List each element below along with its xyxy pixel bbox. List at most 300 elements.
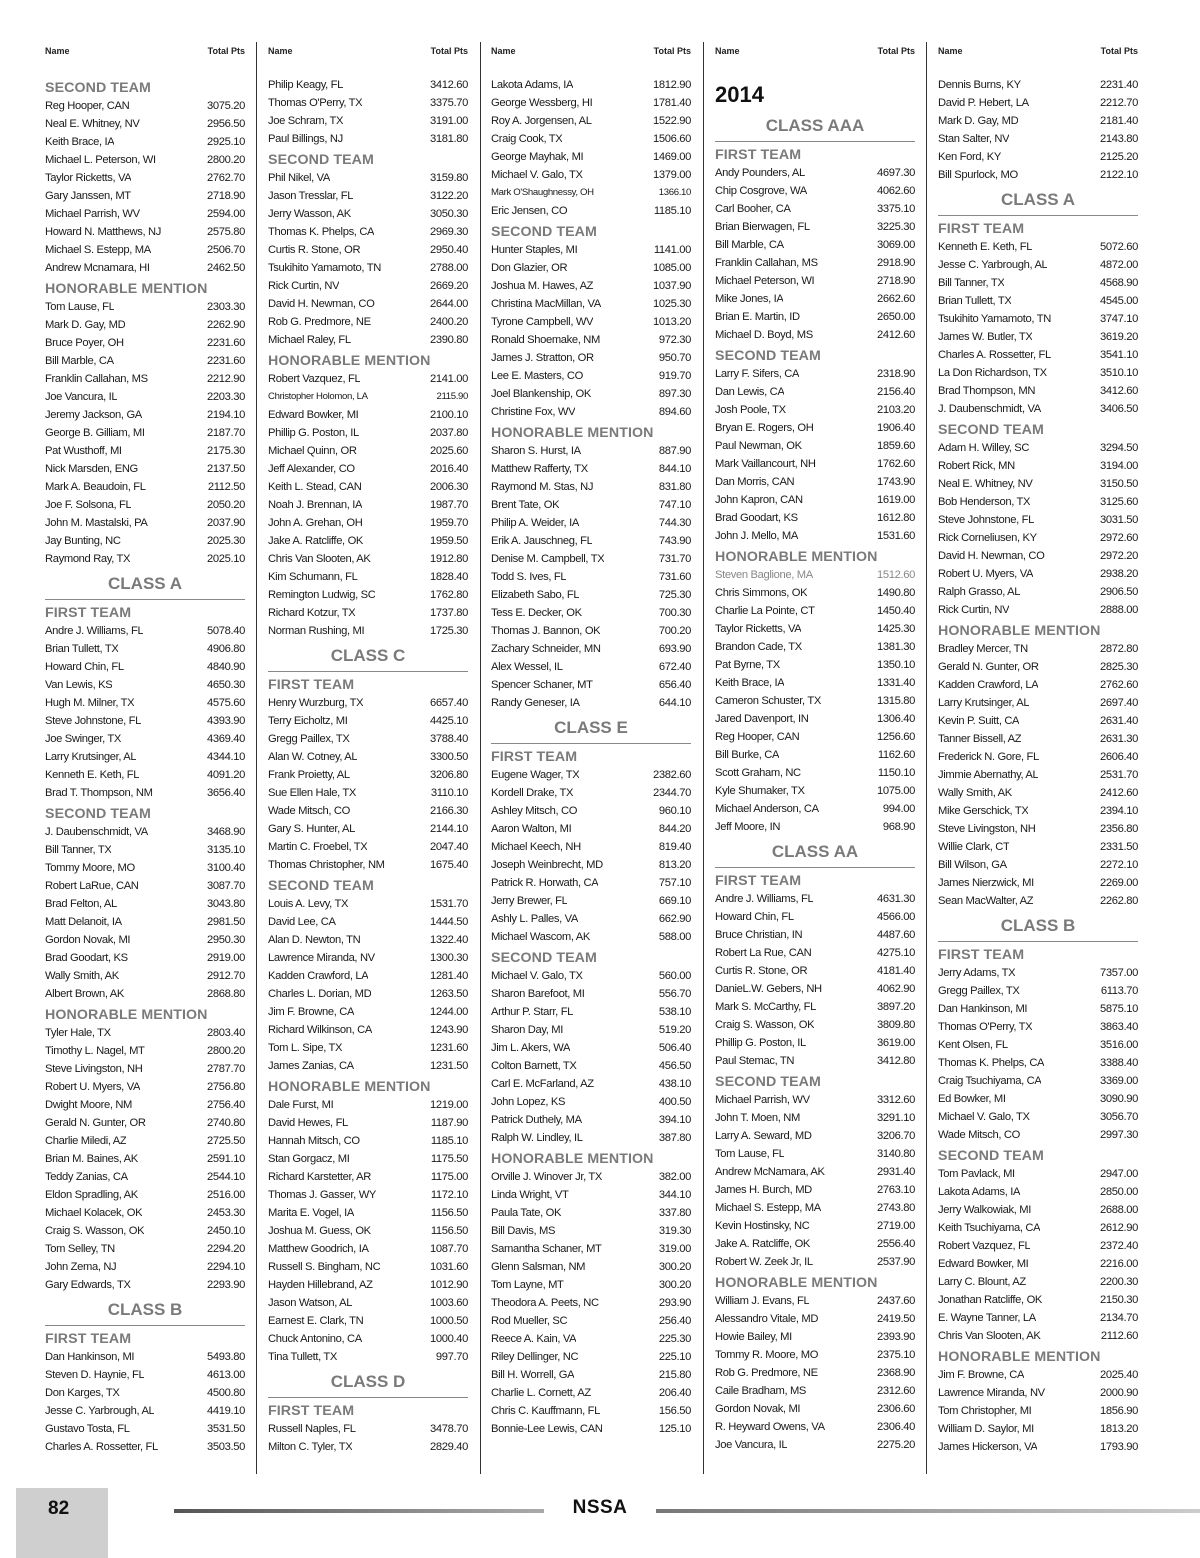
shooter-row [45, 859, 245, 877]
shooter-name: Cameron Schuster, TX [715, 695, 821, 707]
total-points: 700.20 [658, 625, 691, 637]
shooter-row [715, 164, 915, 182]
shooter-name: Earnest E. Clark, TN [268, 1315, 364, 1327]
shooter-name: Charles A. Rossetter, FL [45, 1441, 158, 1453]
shooter-row [45, 1204, 245, 1222]
shooter-row [45, 424, 245, 442]
shooter-name: James Zanias, CA [268, 1060, 354, 1072]
total-points: 1762.60 [877, 458, 915, 470]
shooter-row [268, 1420, 468, 1438]
total-points: 1444.50 [430, 916, 468, 928]
shooter-name: Spencer Schaner, MT [491, 679, 593, 691]
total-points: 125.10 [658, 1423, 691, 1435]
shooter-row [491, 460, 691, 478]
shooter-row [491, 1057, 691, 1075]
shooter-row [715, 1235, 915, 1253]
total-points: 2125.20 [1100, 151, 1138, 163]
shooter-row [491, 1330, 691, 1348]
shooter-row [268, 1330, 468, 1348]
shooter-row [938, 766, 1138, 784]
total-points: 3541.10 [1100, 349, 1138, 361]
shooter-row [938, 583, 1138, 601]
shooter-row [491, 202, 691, 220]
shooter-row [715, 764, 915, 782]
team-heading: SECOND TEAM [491, 950, 597, 966]
shooter-row [45, 205, 245, 223]
total-points: 4840.90 [207, 661, 245, 673]
shooter-row [938, 964, 1138, 982]
shooter-name: Rod Mueller, SC [491, 1315, 568, 1327]
shooter-row [715, 473, 915, 491]
shooter-name: Matt Delanoit, IA [45, 916, 122, 928]
shooter-row [491, 1039, 691, 1057]
total-points: 319.30 [658, 1225, 691, 1237]
total-points: 1781.40 [653, 97, 691, 109]
shooter-name: Joe Vancura, IL [45, 391, 118, 403]
total-points: 2531.70 [1100, 769, 1138, 781]
shooter-name: Mark O'Shaughnessy, OH [491, 187, 594, 198]
total-points: 2025.40 [1100, 1369, 1138, 1381]
shooter-row [491, 820, 691, 838]
total-points: 3181.80 [430, 133, 468, 145]
total-points: 2763.10 [877, 1184, 915, 1196]
shooter-row [491, 331, 691, 349]
team-heading: FIRST TEAM [715, 873, 802, 889]
shooter-name: Thomas O'Perry, TX [268, 97, 363, 109]
total-points: 1085.00 [653, 262, 691, 274]
total-points: 394.10 [658, 1114, 691, 1126]
shooter-name: Don Karges, TX [45, 1387, 120, 1399]
total-points: 3206.80 [430, 769, 468, 781]
shooter-name: Lawrence Miranda, NV [268, 952, 375, 964]
total-points: 256.40 [658, 1315, 691, 1327]
shooter-row [938, 292, 1138, 310]
shooter-name: Reg Hooper, CAN [715, 731, 800, 743]
total-points: 2591.10 [207, 1153, 245, 1165]
shooter-name: Jesse C. Yarbrough, AL [45, 1405, 155, 1417]
shooter-name: Phillip G. Poston, IL [715, 1037, 806, 1049]
shooter-row [938, 112, 1138, 130]
shooter-name: Tom Lause, FL [715, 1148, 785, 1160]
shooter-name: Bill Marble, CA [715, 239, 784, 251]
shooter-name: Jared Davenport, IN [715, 713, 809, 725]
shooter-row [938, 1018, 1138, 1036]
total-points: 2956.50 [207, 118, 245, 130]
shooter-row [491, 1348, 691, 1366]
total-points: 968.90 [882, 821, 915, 833]
shooter-name: Dennis Burns, KY [938, 79, 1021, 91]
shooter-row [491, 784, 691, 802]
total-points: 2262.80 [1100, 895, 1138, 907]
shooter-row [938, 256, 1138, 274]
shooter-name: Eugene Wager, TX [491, 769, 580, 781]
shooter-name: Tom Selley, TN [45, 1243, 115, 1255]
shooter-row [491, 985, 691, 1003]
team-heading: HONORABLE MENTION [715, 1275, 878, 1291]
shooter-row [715, 1127, 915, 1145]
shooter-name: Robert LaRue, CAN [45, 880, 139, 892]
shooter-name: Dan Lewis, CA [715, 386, 785, 398]
shooter-row [268, 949, 468, 967]
shooter-name: Richard Karstetter, AR [268, 1171, 371, 1183]
shooter-row [715, 602, 915, 620]
shooter-row [938, 784, 1138, 802]
shooter-name: Robert La Rue, CAN [715, 947, 812, 959]
shooter-row [938, 1126, 1138, 1144]
shooter-name: David Hewes, FL [268, 1117, 348, 1129]
total-points: 994.00 [882, 803, 915, 815]
shooter-name: John J. Mello, MA [715, 530, 798, 542]
shooter-row [45, 1186, 245, 1204]
shooter-name: Michael Anderson, CA [715, 803, 819, 815]
shooter-row [715, 566, 915, 584]
shooter-row [938, 148, 1138, 166]
total-points: 3375.10 [877, 203, 915, 215]
shooter-row [45, 985, 245, 1003]
shooter-name: Curtis R. Stone, OR [715, 965, 808, 977]
total-points: 4369.40 [207, 733, 245, 745]
shooter-row [491, 1204, 691, 1222]
shooter-row [491, 514, 691, 532]
shooter-row [715, 455, 915, 473]
shooter-row [268, 1312, 468, 1330]
shooter-name: Matthew Rafferty, TX [491, 463, 588, 475]
shooter-name: Robert W. Zeek Jr, IL [715, 1256, 813, 1268]
shooter-name: Andre J. Williams, FL [45, 625, 144, 637]
shooter-row [491, 1186, 691, 1204]
shooter-row [938, 1054, 1138, 1072]
shooter-row [491, 385, 691, 403]
total-points: 4500.80 [207, 1387, 245, 1399]
total-points: 2318.90 [877, 368, 915, 380]
shooter-row [268, 259, 468, 277]
shooter-row [45, 1150, 245, 1168]
shooter-row [45, 658, 245, 676]
total-points: 2037.80 [430, 427, 468, 439]
shooter-name: Linda Wright, VT [491, 1189, 569, 1201]
shooter-row [45, 1132, 245, 1150]
shooter-row [45, 496, 245, 514]
shooter-name: Jonathan Ratcliffe, OK [938, 1294, 1043, 1306]
shooter-name: Chris Van Slooten, AK [268, 553, 371, 565]
total-points: 1243.90 [430, 1024, 468, 1036]
shooter-row [491, 1021, 691, 1039]
shooter-row [938, 364, 1138, 382]
total-points: 4906.80 [207, 643, 245, 655]
total-points: 644.10 [658, 697, 691, 709]
shooter-name: Chip Cosgrove, WA [715, 185, 807, 197]
total-points: 1762.80 [430, 589, 468, 601]
shooter-row [268, 586, 468, 604]
shooter-row [268, 550, 468, 568]
shooter-row [715, 1310, 915, 1328]
shooter-name: Brian Tullett, TX [938, 295, 1012, 307]
shooter-row [491, 1366, 691, 1384]
shooter-row [715, 527, 915, 545]
total-points: 2393.90 [877, 1331, 915, 1343]
shooter-name: Paul Billings, NJ [268, 133, 343, 145]
shooter-name: Jay Bunting, NC [45, 535, 121, 547]
shooter-row [938, 1366, 1138, 1384]
team-heading: FIRST TEAM [268, 1403, 355, 1419]
shooter-name: Randy Geneser, IA [491, 697, 580, 709]
shooter-name: Adam H. Willey, SC [938, 442, 1030, 454]
total-points: 3125.60 [1100, 496, 1138, 508]
shooter-name: Ralph Grasso, AL [938, 586, 1021, 598]
shooter-name: Curtis R. Stone, OR [268, 244, 361, 256]
total-points: 2037.90 [207, 517, 245, 529]
shooter-row [268, 1150, 468, 1168]
total-points: 1185.10 [653, 205, 691, 217]
total-points: 2537.90 [877, 1256, 915, 1268]
total-points: 560.00 [658, 970, 691, 982]
shooter-row [45, 694, 245, 712]
shooter-row [45, 622, 245, 640]
shooter-row [45, 187, 245, 205]
shooter-row [715, 710, 915, 728]
shooter-row [45, 1078, 245, 1096]
total-points: 2506.70 [207, 244, 245, 256]
shooter-row [715, 962, 915, 980]
shooter-name: Chris Van Slooten, AK [938, 1330, 1041, 1342]
total-points: 3619.00 [877, 1037, 915, 1049]
total-points: 844.10 [658, 463, 691, 475]
shooter-row [45, 748, 245, 766]
column-header [715, 42, 915, 60]
shooter-name: George B. Gilliam, MI [45, 427, 145, 439]
team-heading: HONORABLE MENTION [715, 549, 878, 565]
shooter-row [45, 532, 245, 550]
shooter-name: Remington Ludwig, SC [268, 589, 376, 601]
shooter-name: Lee E. Masters, CO [491, 370, 583, 382]
team-heading: SECOND TEAM [715, 1074, 821, 1090]
shooter-name: Jeff Alexander, CO [268, 463, 355, 475]
shooter-name: Michael S. Estepp, MA [45, 244, 151, 256]
shooter-row [268, 1021, 468, 1039]
shooter-name: Michael S. Estepp, MA [715, 1202, 821, 1214]
shooter-row [938, 820, 1138, 838]
shooter-row [45, 823, 245, 841]
shooter-row [938, 730, 1138, 748]
shooter-name: Van Lewis, KS [45, 679, 113, 691]
shooter-name: Brian M. Baines, AK [45, 1153, 138, 1165]
shooter-name: Charles A. Rossetter, FL [938, 349, 1051, 361]
shooter-name: Willie Clark, CT [938, 841, 1010, 853]
total-points: 2412.60 [877, 329, 915, 341]
shooter-row [715, 1109, 915, 1127]
total-points: 3897.20 [877, 1001, 915, 1013]
shooter-name: Tommy Moore, MO [45, 862, 135, 874]
shooter-row [45, 460, 245, 478]
total-points: 2187.70 [207, 427, 245, 439]
total-points: 2025.30 [207, 535, 245, 547]
shooter-row [268, 1294, 468, 1312]
total-points: 2981.50 [207, 916, 245, 928]
total-points: 960.10 [658, 805, 691, 817]
total-points: 3863.40 [1100, 1021, 1138, 1033]
shooter-row [268, 313, 468, 331]
total-points: 1185.10 [430, 1135, 468, 1147]
total-points: 3619.20 [1100, 331, 1138, 343]
shooter-row [45, 1384, 245, 1402]
shooter-row [45, 151, 245, 169]
total-points: 3516.00 [1100, 1039, 1138, 1051]
total-points: 2462.50 [207, 262, 245, 274]
shooter-row [938, 346, 1138, 364]
total-points: 1156.50 [430, 1225, 468, 1237]
shooter-row [268, 514, 468, 532]
shooter-row [268, 694, 468, 712]
total-points: 4872.00 [1100, 259, 1138, 271]
shooter-name: Russell S. Bingham, NC [268, 1261, 381, 1273]
total-points: 2231.60 [207, 355, 245, 367]
shooter-name: Gary S. Hunter, AL [268, 823, 355, 835]
total-points: 2375.10 [877, 1349, 915, 1361]
shooter-name: Chris C. Kauffmann, FL [491, 1405, 600, 1417]
class-heading: CLASS D [268, 1366, 468, 1398]
total-points: 4487.60 [877, 929, 915, 941]
shooter-name: Charles L. Dorian, MD [268, 988, 372, 1000]
shooter-name: Caile Bradham, MS [715, 1385, 807, 1397]
total-points: 1793.90 [1100, 1441, 1138, 1453]
team-heading: SECOND TEAM [268, 152, 374, 168]
shooter-name: Kordell Drake, TX [491, 787, 574, 799]
total-points: 2390.80 [430, 334, 468, 346]
shooter-name: Rick Curtin, NV [268, 280, 340, 292]
shooter-row [491, 1168, 691, 1186]
shooter-name: Colton Barnett, TX [491, 1060, 577, 1072]
shooter-name: Charlie Miledi, AZ [45, 1135, 127, 1147]
total-points: 2756.40 [207, 1099, 245, 1111]
total-points: 1231.50 [430, 1060, 468, 1072]
shooter-row [715, 944, 915, 962]
total-points: 2166.30 [430, 805, 468, 817]
shooter-row [491, 1384, 691, 1402]
shooter-row [491, 910, 691, 928]
shooter-row [268, 622, 468, 640]
shooter-row [268, 895, 468, 913]
total-points: 700.30 [658, 607, 691, 619]
shooter-row [45, 1420, 245, 1438]
team-heading: SECOND TEAM [45, 80, 151, 96]
total-points: 2800.20 [207, 154, 245, 166]
shooter-row [491, 658, 691, 676]
shooter-row [45, 712, 245, 730]
shooter-row [938, 238, 1138, 256]
shooter-name: Richard Kotzur, TX [268, 607, 356, 619]
shooter-name: Steven D. Haynie, FL [45, 1369, 145, 1381]
total-points: 3150.50 [1100, 478, 1138, 490]
shooter-name: James Nierzwick, MI [938, 877, 1034, 889]
shooter-name: Jim F. Browne, CA [938, 1369, 1025, 1381]
column-header [491, 42, 691, 60]
shooter-name: Craig S. Wasson, OK [45, 1225, 145, 1237]
total-points-column-header: Total Pts [653, 46, 691, 56]
shooter-row [938, 676, 1138, 694]
total-points: 2269.00 [1100, 877, 1138, 889]
total-points: 2331.50 [1100, 841, 1138, 853]
shooter-name: Wally Smith, AK [45, 970, 119, 982]
total-points: 3135.10 [207, 844, 245, 856]
shooter-name: Tsukihito Yamamoto, TN [268, 262, 381, 274]
total-points: 456.50 [658, 1060, 691, 1072]
total-points: 1162.60 [877, 749, 915, 761]
shooter-name: Edward Bowker, MI [938, 1258, 1029, 1270]
shooter-name: Roy A. Jorgensen, AL [491, 115, 592, 127]
shooter-row [938, 1219, 1138, 1237]
total-points: 1828.40 [430, 571, 468, 583]
shooter-row [268, 205, 468, 223]
total-points: 725.30 [658, 589, 691, 601]
total-points: 2200.30 [1100, 1276, 1138, 1288]
total-points: 3375.70 [430, 97, 468, 109]
shooter-row [715, 1418, 915, 1436]
total-points: 2303.30 [207, 301, 245, 313]
shooter-row [938, 1072, 1138, 1090]
shooter-name: Tyler Hale, TX [45, 1027, 111, 1039]
total-points: 1331.40 [877, 677, 915, 689]
shooter-name: Gary Edwards, TX [45, 1279, 131, 1291]
column-body [45, 76, 245, 1456]
shooter-row [938, 493, 1138, 511]
shooter-name: Andrew Mcnamara, HI [45, 262, 150, 274]
shooter-name: Raymond M. Stas, NJ [491, 481, 594, 493]
shooter-name: Michael Quinn, OR [268, 445, 357, 457]
total-points: 831.80 [658, 481, 691, 493]
total-points: 2825.30 [1100, 661, 1138, 673]
shooter-row [491, 277, 691, 295]
shooter-name: E. Wayne Tanner, LA [938, 1312, 1036, 1324]
total-points: 731.60 [658, 571, 691, 583]
shooter-name: Rob G. Predmore, NE [268, 316, 371, 328]
shooter-row [491, 148, 691, 166]
shooter-row [45, 1438, 245, 1456]
total-points: 1506.60 [653, 133, 691, 145]
shooter-name: Edward Bowker, MI [268, 409, 359, 421]
shooter-row [715, 1346, 915, 1364]
total-points: 2997.30 [1100, 1129, 1138, 1141]
shooter-row [268, 169, 468, 187]
total-points: 4697.30 [877, 167, 915, 179]
shooter-name: Patrick Duthely, MA [491, 1114, 582, 1126]
total-points: 3050.30 [430, 208, 468, 220]
total-points: 2275.20 [877, 1439, 915, 1451]
total-points: 2175.30 [207, 445, 245, 457]
total-points: 2800.20 [207, 1045, 245, 1057]
results-column-2 [268, 42, 468, 1480]
shooter-row [715, 308, 915, 326]
shooter-name: Tom Pavlack, MI [938, 1168, 1015, 1180]
total-points: 4419.10 [207, 1405, 245, 1417]
shooter-row [268, 967, 468, 985]
shooter-row [45, 97, 245, 115]
shooter-name: Milton C. Tyler, TX [268, 1441, 353, 1453]
shooter-name: Ken Ford, KY [938, 151, 1001, 163]
shooter-name: Christine Fox, WV [491, 406, 576, 418]
shooter-name: Larry C. Blount, AZ [938, 1276, 1026, 1288]
column-divider [926, 42, 927, 1474]
shooter-row [268, 1204, 468, 1222]
total-points: 1263.50 [430, 988, 468, 1000]
total-points: 1381.30 [877, 641, 915, 653]
total-points: 344.10 [658, 1189, 691, 1201]
shooter-name: Kenneth E. Keth, FL [938, 241, 1033, 253]
total-points: 2803.40 [207, 1027, 245, 1039]
shooter-name: Gary Janssen, MT [45, 190, 131, 202]
shooter-name: Robert Vazquez, FL [268, 373, 361, 385]
total-points: 1469.00 [653, 151, 691, 163]
shooter-row [715, 272, 915, 290]
